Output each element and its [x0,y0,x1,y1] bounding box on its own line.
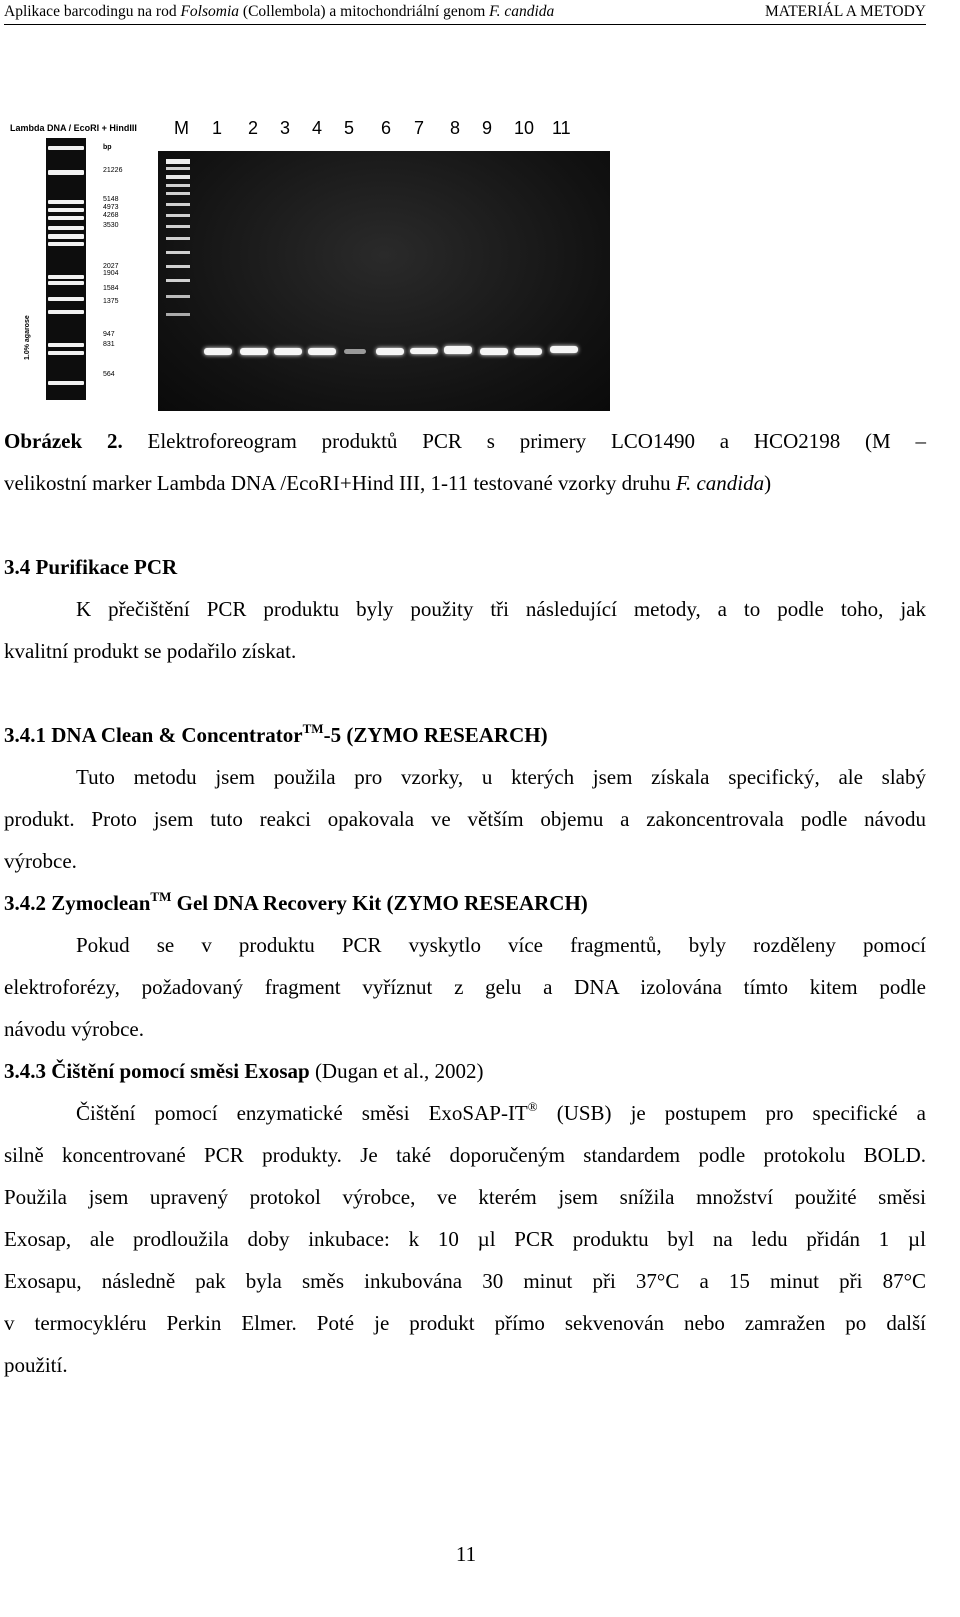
marker-band [166,184,190,187]
lane-label: 6 [381,118,392,138]
marker-band [166,159,190,164]
gel-figure [0,110,640,420]
marker-band [166,203,190,206]
header-title: Aplikace barcodingu na rod Folsomia (Collembola) a mitochondriální genom F. candida [4,3,555,20]
sample-band [204,348,232,355]
paragraph-line: kvalitní produkt se podařilo získat. [4,639,297,663]
ladder-size-label: 3530 [103,222,119,229]
ladder-size-label: 564 [103,371,115,378]
sample-band [480,348,508,355]
ladder-band [48,281,84,285]
lane-label: 10 [514,118,535,138]
marker-band [166,192,190,195]
marker-band [166,214,190,217]
ladder-band [48,275,84,279]
lane-label: 1 [212,118,223,138]
ladder-band [48,381,84,385]
ladder-band [48,216,84,220]
header-section: MATERIÁL A METODY [764,3,926,20]
ladder-size-label: 1375 [103,298,119,305]
ladder-band [48,200,84,204]
lane-label: 8 [450,118,461,138]
gel-image [158,151,610,411]
ladder-band [48,234,84,239]
ladder-band [48,170,84,175]
page-number: 11 [455,1542,477,1566]
subsection-heading: 3.4.3 Čištění pomocí směsi Exosap (Dugan et al., 2002) [4,1059,484,1083]
section-heading: 3.4 Purifikace PCR [4,555,178,579]
ladder-size-label: 831 [103,341,115,348]
ladder-band [48,343,84,347]
paragraph-line: Exosapu, následně pak byla směs inkubována 30 minut při 37°C a 15 minut při 87°C [4,1269,926,1293]
paragraph-line: Použila jsem upravený protokol výrobce, ve kterém jsem snížila množství použité směsi [4,1185,926,1209]
ladder-size-label: 4973 [103,204,119,211]
paragraph-line: návodu výrobce. [4,1017,144,1041]
ladder-band [48,208,84,212]
ladder-band [48,310,84,314]
paragraph-line: výrobce. [4,849,77,873]
paragraph-line: elektroforézy, požadovaný fragment vyříznut z gelu a DNA izolována tímto kitem podle [4,975,926,999]
ladder-band [48,242,84,246]
ladder-band [48,226,84,230]
marker-band [166,265,190,268]
lane-label: 11 [552,118,571,138]
ladder-unit: bp [103,144,112,151]
marker-band [166,175,190,179]
paragraph-line: v termocykléru Perkin Elmer. Poté je produkt přímo sekvenován nebo zamražen po další [4,1311,926,1335]
figure-caption-line: velikostní marker Lambda DNA /EcoRI+Hind III, 1-11 testované vzorky druhu F. candida) [4,471,772,495]
paragraph-line: Čištění pomocí enzymatické směsi ExoSAP-IT® (USB) je postupem pro specifické a [76,1099,926,1125]
agarose-label: 1.0% agarose [24,315,31,360]
sample-band [410,348,438,354]
lane-label: 5 [344,118,355,138]
sample-band [274,348,302,355]
sample-band [550,346,578,353]
sample-band [240,348,268,355]
lane-label: 7 [414,118,425,138]
marker-band [166,313,190,316]
marker-band [166,251,190,254]
ladder-size-label: 1904 [103,270,119,277]
figure-caption-line: Obrázek 2. Elektroforeogram produktů PCR s primery LCO1490 a HCO2198 (M – [4,429,927,453]
marker-band [166,295,190,298]
ladder-size-label: 947 [103,331,115,338]
paragraph-line: Pokud se v produktu PCR vyskytlo více fragmentů, byly rozděleny pomocí [76,933,926,957]
ladder-title: Lambda DNA / EcoRI + HindIII [10,123,137,133]
lane-label: 2 [248,118,259,138]
paragraph-line: produkt. Proto jsem tuto reakci opakovala ve větším objemu a zakoncentrovala podle návodu [4,807,926,831]
paragraph-line: K přečištění PCR produktu byly použity tři následující metody, a to podle toho, jak [76,597,926,621]
ladder-band [48,351,84,355]
marker-band [166,225,190,228]
ladder-lane [46,138,86,400]
ladder-size-label: 5148 [103,196,119,203]
lane-label: 4 [312,118,323,138]
ladder-size-label: 21226 [103,167,123,174]
sample-band [514,348,542,355]
paragraph-line: použití. [4,1353,68,1377]
subsection-heading: 3.4.2 Zymoclean™ Gel DNA Recovery Kit (ZYMO RESEARCH) [4,889,588,915]
marker-band [166,237,190,240]
ladder-size-label: 2027 [103,263,119,270]
paragraph-line: Exosap, ale prodloužila doby inkubace: k 10 µl PCR produktu byl na ledu přidán 1 µl [4,1227,926,1251]
ladder-reference [10,110,160,400]
sample-band [308,348,336,355]
lane-labels [172,118,592,144]
lane-label: 3 [280,118,291,138]
paragraph-line: Tuto metodu jsem použila pro vzorky, u kterých jsem získala specifický, ale slabý [76,765,926,789]
marker-band [166,167,190,170]
ladder-size-label: 4268 [103,212,119,219]
running-header [4,2,926,25]
paragraph-line: silně koncentrované PCR produkty. Je také doporučeným standardem podle protokolu BOLD. [4,1143,926,1167]
sample-band [444,346,472,354]
lane-label: 9 [482,118,493,138]
marker-band [166,279,190,282]
subsection-heading: 3.4.1 DNA Clean & Concentrator™-5 (ZYMO RESEARCH) [4,721,548,747]
sample-band [344,349,366,354]
lane-label: M [174,118,189,138]
ladder-size-label: 1584 [103,285,119,292]
ladder-band [48,146,84,150]
ladder-band [48,297,84,301]
sample-band [376,348,404,355]
